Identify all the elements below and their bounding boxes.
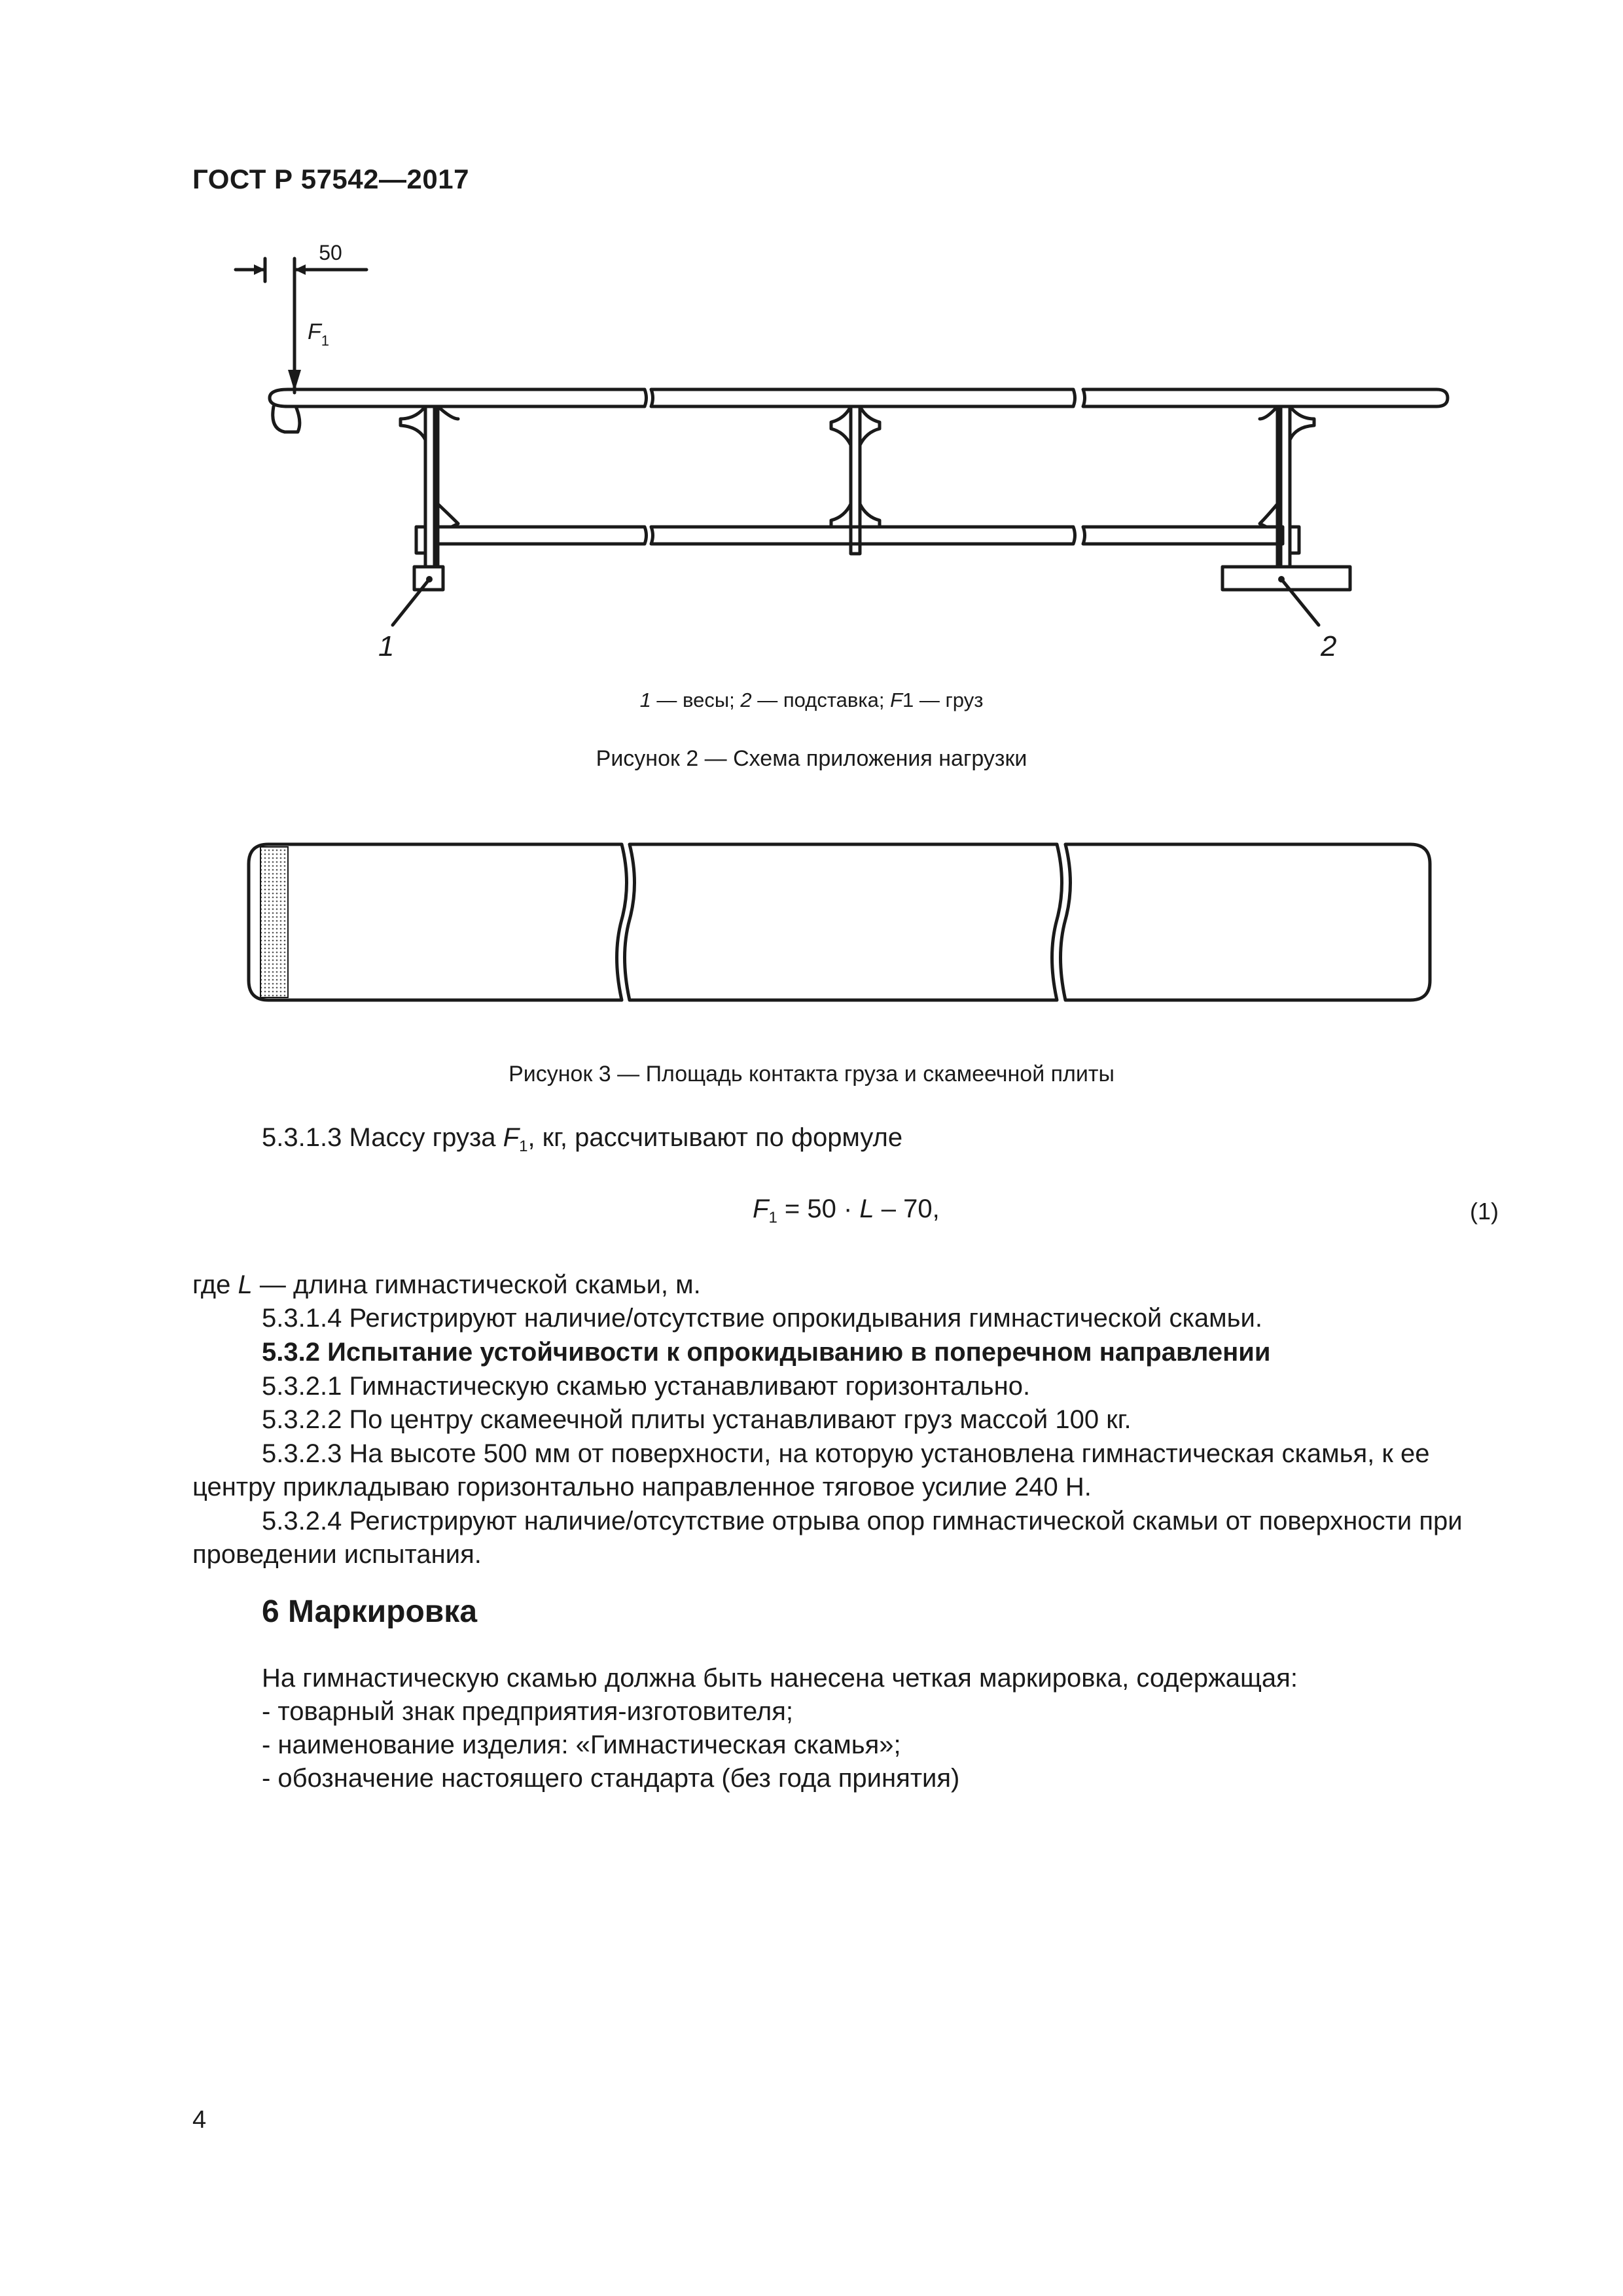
formula-number: (1)	[1470, 1198, 1499, 1225]
list-item: - наименование изделия: «Гимнастическая скамья»;	[262, 1731, 901, 1759]
document-header: ГОСТ Р 57542—2017	[192, 164, 469, 194]
figure-2-caption: Рисунок 2 — Схема приложения нагрузки	[596, 746, 1027, 771]
callout-2: 2	[1321, 630, 1337, 662]
list-item: - обозначение настоящего стандарта (без года принятия)	[262, 1764, 960, 1793]
paragraph-where: где L — длина гимнастической скамьи, м.	[192, 1270, 701, 1299]
paragraph-5-3-2-3-line-1: 5.3.2.3 На высоте 500 мм от поверхности, на которую установлена гимнастическая скамья, к ее	[262, 1439, 1430, 1468]
figure-2-legend: 1 — весы; 2 — подставка; F1 — груз	[639, 689, 984, 711]
section-6-heading: 6 Маркировка	[262, 1594, 478, 1629]
paragraph-5-3-2-2: 5.3.2.2 По центру скамеечной плиты устанавливают груз массой 100 кг.	[262, 1405, 1132, 1434]
paragraph-5-3-1-4: 5.3.1.4 Регистрируют наличие/отсутствие опрокидывания гимнастической скамьи.	[262, 1304, 1262, 1333]
section-6-intro: На гимнастическую скамью должна быть нанесена четкая маркировка, содержащая:	[262, 1664, 1298, 1693]
paragraph-5-3-2-4-line-1: 5.3.2.4 Регистрируют наличие/отсутствие отрыва опор гимнастической скамьи от поверхности при	[262, 1507, 1463, 1535]
figure-3-contact-area	[0, 825, 1623, 1021]
figure-2-load-diagram	[0, 0, 1623, 681]
force-label: $F_1$	[308, 319, 330, 349]
formula-1: $F_1 = 50 \cdot L - 70$,	[753, 1194, 940, 1227]
paragraph-5-3-2-3-line-2: центру прикладываю горизонтально направленное тяговое усилие 240 Н.	[192, 1473, 1092, 1501]
paragraph-5-3-2-1: 5.3.2.1 Гимнастическую скамью устанавливают горизонтально.	[262, 1372, 1031, 1401]
contact-area-hatch	[260, 847, 288, 997]
figure-3-caption: Рисунок 3 — Площадь контакта груза и скамеечной плиты	[508, 1062, 1115, 1086]
paragraph-5-3-2-4-line-2: проведении испытания.	[192, 1540, 482, 1569]
callout-1: 1	[378, 630, 395, 662]
paragraph-5-3-1-3: 5.3.1.3 Массу груза $F_1$, кг, рассчитывают по формуле	[262, 1123, 903, 1155]
list-item: - товарный знак предприятия-изготовителя;	[262, 1697, 793, 1726]
page-number: 4	[192, 2106, 207, 2134]
dimension-label: 50	[319, 241, 342, 264]
heading-5-3-2: 5.3.2 Испытание устойчивости к опрокидыванию в поперечном направлении	[262, 1338, 1271, 1367]
